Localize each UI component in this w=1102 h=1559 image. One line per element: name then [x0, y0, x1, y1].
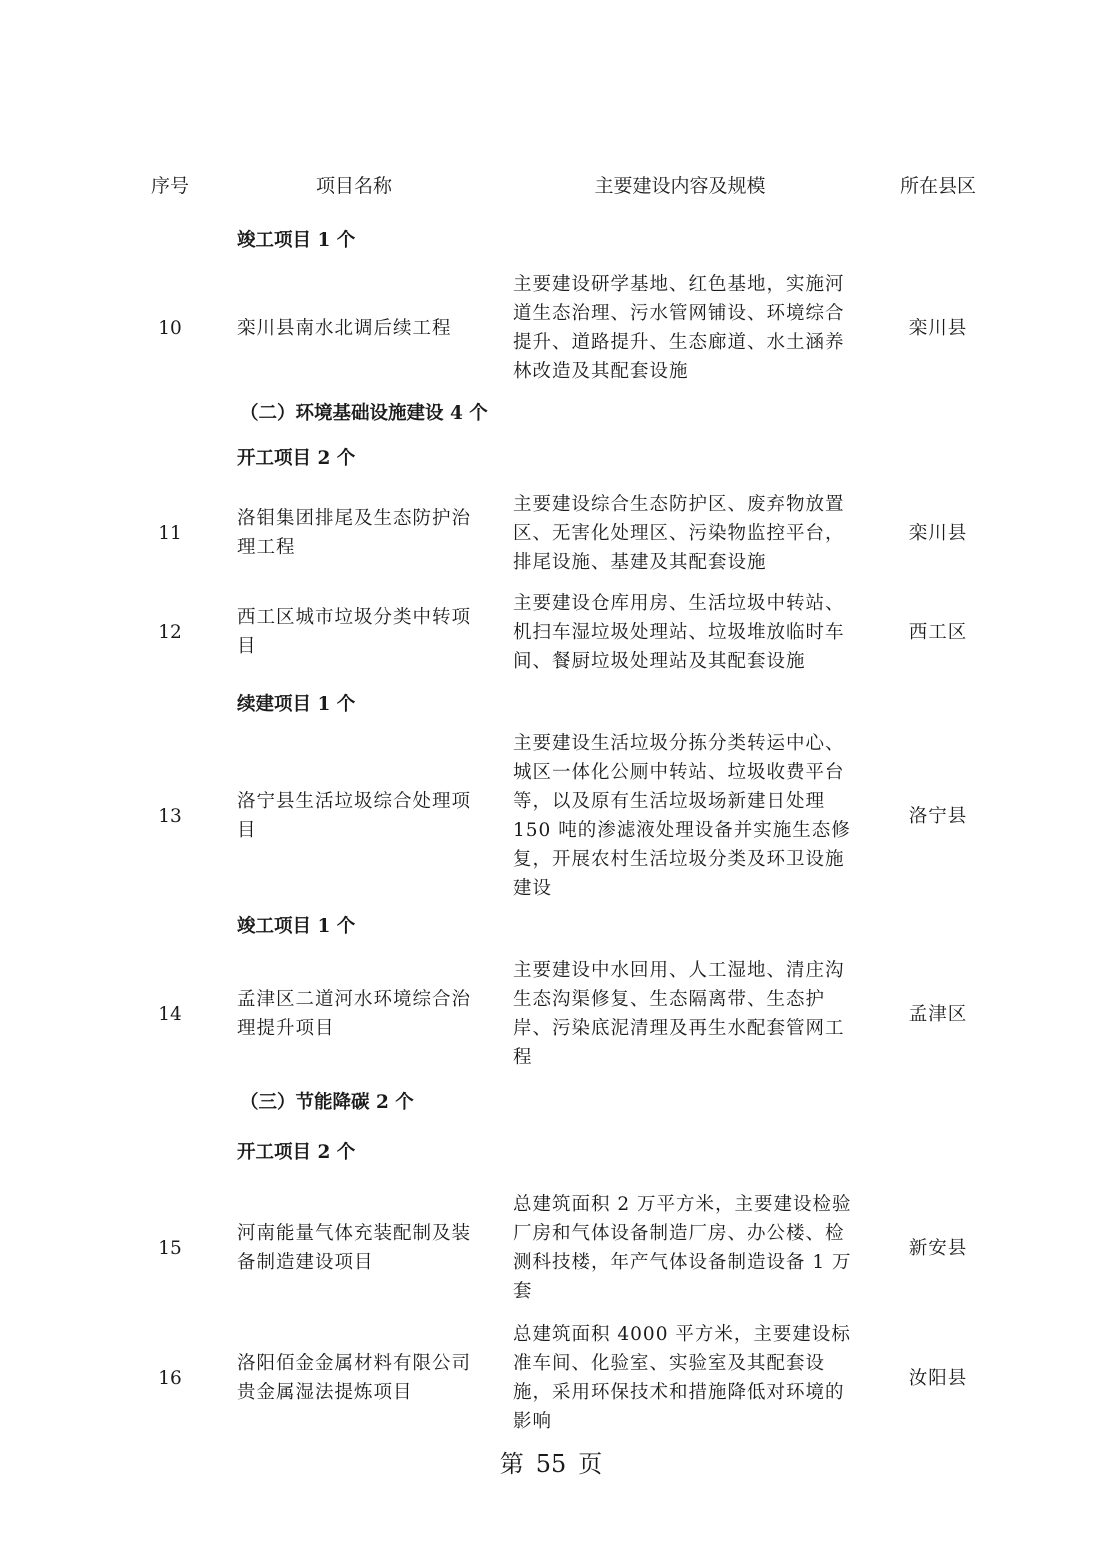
header-seq: 序号	[150, 175, 189, 197]
section-heading: 开工项目 2 个	[237, 1142, 356, 1163]
row-seq: 12	[158, 621, 182, 643]
row-name: 栾川县南水北调后续工程	[237, 317, 452, 339]
header-content: 主要建设内容及规模	[594, 175, 766, 197]
table-row	[0, 582, 1102, 682]
row-name: 洛阳佰金金属材料有限公司贵金属湿法提炼项目	[237, 1353, 472, 1403]
section-heading: 竣工项目 1 个	[237, 916, 356, 937]
row-county: 孟津区	[908, 1003, 968, 1025]
section-heading: 开工项目 2 个	[237, 448, 356, 469]
row-content: 总建筑面积 4000 平方米，主要建设标准车间、化验室、实验室及其配套设施，采用环保技术和措施降低对环境的影响	[513, 1324, 851, 1432]
row-content: 主要建设生活垃圾分拣分类转运中心、城区一体化公厕中转站、垃圾收费平台等，以及原有生活垃圾场新建日处理 150 吨的渗滤液处理设备并实施生态修复，开展农村生活垃圾分类及环卫设施建设	[513, 733, 851, 899]
header-county: 所在县区	[899, 175, 976, 197]
page-number-value: 55	[535, 1450, 567, 1478]
row-name: 西工区城市垃圾分类中转项目	[237, 607, 472, 657]
row-content: 主要建设中水回用、人工湿地、清庄沟生态沟渠修复、生态隔离带、生态护岸、污染底泥清理及再生水配套管网工程	[513, 960, 845, 1068]
page-number-prefix: 第	[499, 1450, 524, 1478]
header-name: 项目名称	[315, 175, 392, 197]
row-county: 新安县	[908, 1237, 968, 1259]
row-name: 孟津区二道河水环境综合治理提升项目	[237, 989, 472, 1039]
row-name: 洛宁县生活垃圾综合处理项目	[237, 791, 472, 841]
row-county: 栾川县	[908, 317, 968, 339]
row-name: 洛钼集团排尾及生态防护治理工程	[237, 508, 472, 558]
row-content: 主要建设仓库用房、生活垃圾中转站、机扫车湿垃圾处理站、垃圾堆放临时车间、餐厨垃圾处理站及其配套设施	[513, 592, 845, 672]
row-county: 栾川县	[908, 522, 968, 544]
row-seq: 16	[158, 1367, 182, 1389]
table-row	[0, 1318, 1102, 1438]
table-row	[0, 484, 1102, 582]
row-county: 洛宁县	[908, 805, 968, 827]
row-name: 河南能量气体充装配制及装备制造建设项目	[237, 1223, 472, 1273]
section-heading: 竣工项目 1 个	[237, 230, 356, 251]
row-content: 主要建设综合生态防护区、废弃物放置区、无害化处理区、污染物监控平台，排尾设施、基建及其配套设施	[513, 493, 845, 573]
row-seq: 14	[158, 1003, 182, 1025]
row-seq: 15	[158, 1237, 182, 1259]
category-heading: （二）环境基础设施建设 4 个	[240, 403, 488, 424]
row-seq: 13	[158, 805, 182, 827]
table-row	[0, 1178, 1102, 1318]
row-content: 主要建设研学基地、红色基地，实施河道生态治理、污水管网铺设、环境综合提升、道路提升、生态廊道、水土涵养林改造及其配套设施	[513, 274, 845, 382]
row-county: 西工区	[908, 621, 968, 643]
row-seq: 11	[158, 522, 182, 544]
row-content: 总建筑面积 2 万平方米，主要建设检验厂房和气体设备制造厂房、办公楼、检测科技楼，年产气体设备制造设备 1 万套	[513, 1194, 852, 1302]
row-county: 汝阳县	[908, 1367, 968, 1389]
table-body	[0, 220, 1102, 1438]
table-row	[0, 262, 1102, 394]
page-number	[0, 1446, 1102, 1482]
table-header	[0, 170, 1102, 202]
table-row	[0, 950, 1102, 1078]
page-number-suffix: 页	[578, 1450, 603, 1478]
row-seq: 10	[158, 317, 182, 339]
category-heading: （三）节能降碳 2 个	[240, 1092, 414, 1113]
section-heading: 续建项目 1 个	[237, 694, 356, 715]
table-row	[0, 728, 1102, 904]
